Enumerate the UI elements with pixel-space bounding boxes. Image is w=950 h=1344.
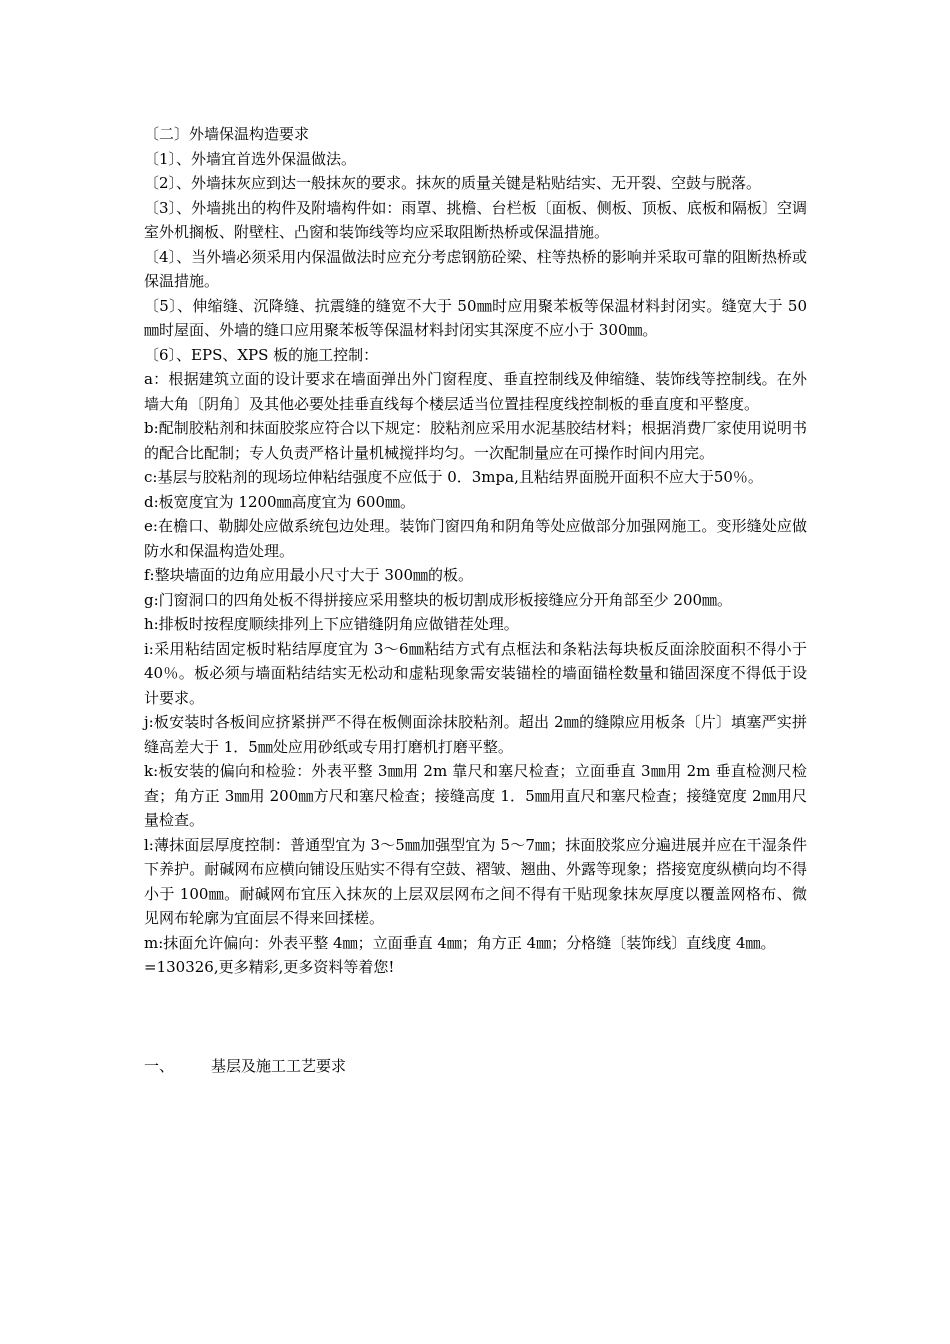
paragraph-f: f:整块墙面的边角应用最小尺寸大于 300㎜的板。 xyxy=(144,566,474,584)
paragraph-i: i:采用粘结固定板时粘结厚度宜为 3～6㎜粘结方式有点框法和条粘法每块板反面涂胶面积不得小于 40％。板必须与墙面粘结结实无松动和虚粘现象需安装锚栓的墙面锚栓数量和锚固深度不得低于设计要求。 xyxy=(144,639,807,707)
document-page xyxy=(144,122,807,1078)
paragraph-c: c:基层与胶粘剂的现场垃伸粘结强度不应低于 0．3mpa,且粘结界面脱开面积不应大于50％。 xyxy=(144,468,763,486)
paragraph-5: 〔5〕、伸缩缝、沉降缝、抗震缝的缝宽不大于 50㎜时应用聚苯板等保温材料封闭实。缝宽大于 50㎜时屋面、外墙的缝口应用聚苯板等保温材料封闭实其深度不应小于 300㎜。 xyxy=(144,296,807,339)
section-heading-outer-wall-insulation: 〔二〕外墙保温构造要求 xyxy=(144,125,310,143)
paragraph-j: j:板安装时各板间应挤紧拼严不得在板侧面涂抹胶粘剂。超出 2㎜的缝隙应用板条〔片〕填塞严实拼缝高差大于 1．5㎜处应用砂纸或专用打磨机打磨平整。 xyxy=(144,713,807,756)
paragraph-3: 〔3〕、外墙挑出的构件及附墙构件如：雨罩、挑檐、台栏板〔面板、侧板、顶板、底板和隔板〕空调室外机搁板、附壁柱、凸窗和装饰线等均应采取阻断热桥或保温措施。 xyxy=(144,198,807,241)
section-number: 一、 xyxy=(144,1056,175,1075)
paragraph-2: 〔2〕、外墙抹灰应到达一般抹灰的要求。抹灰的质量关键是粘贴结实、无开裂、空鼓与脱落。 xyxy=(144,174,762,192)
paragraph-l: l:薄抹面层厚度控制：普通型宜为 3～5㎜加强型宜为 5～7㎜；抹面胶浆应分遍进展并应在干湿条件下养护。耐碱网布应横向铺设压贴实不得有空鼓、褶皱、翘曲、外露等现象；搭接宽度纵横向均不得小于 100㎜。耐碱网布宜压入抹灰的上层双层网布之间不得有干贴现象抹灰厚度以覆盖网格布、微见网布轮廓为宜面层不得来回揉槎。 xyxy=(144,835,807,927)
closing-note: =130326,更多精彩,更多资料等着您! xyxy=(144,958,395,976)
paragraph-1: 〔1〕、外墙宜首选外保温做法。 xyxy=(144,149,357,168)
paragraph-g: g:门窗洞口的四角处板不得拼接应采用整块的板切割成形板接缝应分开角部至少 200㎜。 xyxy=(144,590,733,609)
paragraph-e: e:在檐口、勒脚处应做系统包边处理。装饰门窗四角和阴角等处应做部分加强网施工。变形缝处应做防水和保温构造处理。 xyxy=(144,517,807,560)
paragraph-m: m:抹面允许偏向：外表平整 4㎜；立面垂直 4㎜；角方正 4㎜；分格缝〔装饰线〕直线度 4㎜。 xyxy=(144,933,776,952)
section-spacer xyxy=(144,980,807,1054)
paragraph-b: b:配制胶粘剂和抹面胶浆应符合以下规定：胶粘剂应采用水泥基胶结材料；根据消费厂家使用说明书的配合比配制；专人负责严格计量机械搅拌均匀。一次配制量应在可操作时间内用完。 xyxy=(144,419,807,462)
section-heading-base-layer xyxy=(144,1054,807,1079)
section-title: 基层及施工工艺要求 xyxy=(211,1056,347,1075)
paragraph-k: k:板安装的偏向和检验：外表平整 3㎜用 2m 靠尺和塞尺检查；立面垂直 3㎜用 2m 垂直检测尺检查；角方正 3㎜用 200㎜方尺和塞尺检查；接缝高度 1．5㎜用直尺和塞尺检查；接缝宽度 2㎜用尺量检查。 xyxy=(144,762,807,829)
paragraph-d: d:板宽度宜为 1200㎜高度宜为 600㎜。 xyxy=(144,492,415,511)
paragraph-a: a：根据建筑立面的设计要求在墙面弹出外门窗程度、垂直控制线及伸缩缝、装饰线等控制线。在外墙大角〔阴角〕及其他必要处挂垂直线每个楼层适当位置挂程度线控制板的垂直度和平整度。 xyxy=(144,370,807,413)
paragraph-4: 〔4〕、当外墙必须采用内保温做法时应充分考虑钢筋砼梁、柱等热桥的影响并采取可靠的阻断热桥或保温措施。 xyxy=(144,247,807,290)
paragraph-6: 〔6〕、EPS、XPS 板的施工控制： xyxy=(144,345,379,364)
paragraph-h: h:排板时按程度顺续排列上下应错缝阴角应做错茬处理。 xyxy=(144,615,519,633)
